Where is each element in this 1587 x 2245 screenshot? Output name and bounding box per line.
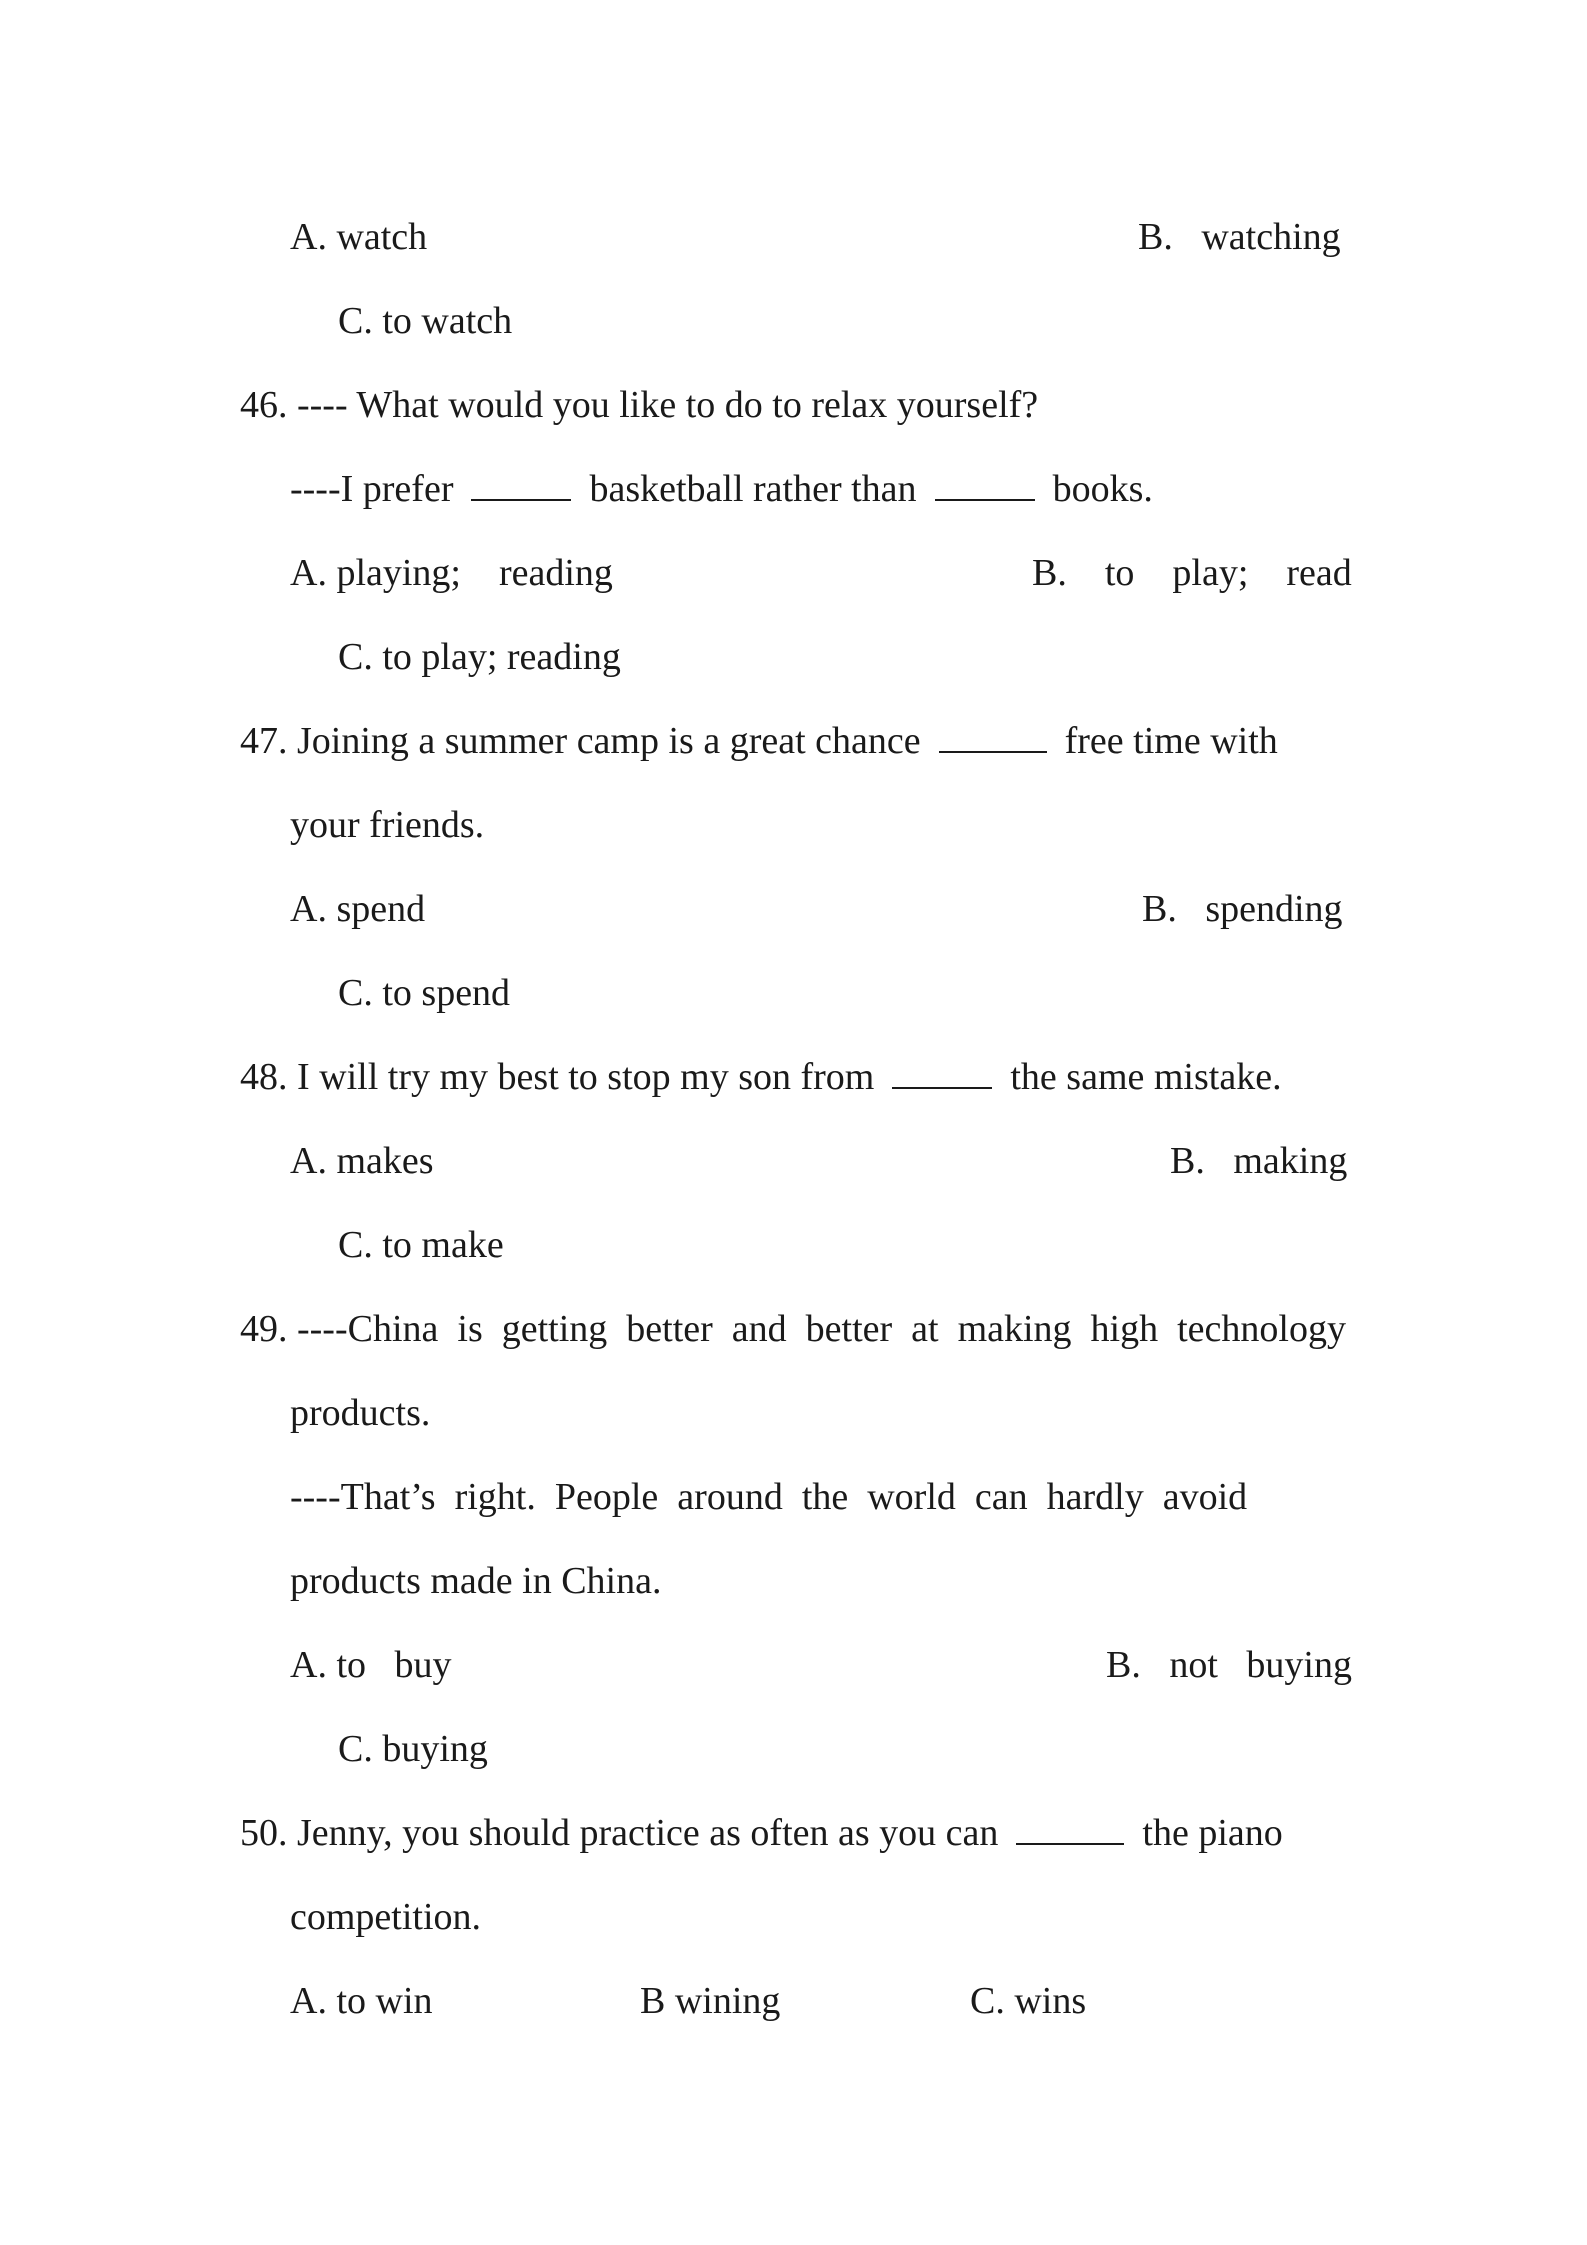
answer-blank <box>939 721 1047 753</box>
answer-blank <box>1016 1813 1124 1845</box>
q49-option-a: A. to buy <box>290 1644 452 1686</box>
q46-stem: 46. ---- What would you like to do to relax yourself? <box>240 384 1039 426</box>
q47-option-a: A. spend <box>290 888 426 930</box>
q45-option-c: C. to watch <box>338 300 513 342</box>
q50-stem-part2: the piano <box>1142 1812 1283 1854</box>
answer-blank <box>935 469 1035 501</box>
q49-option-b: B. not buying <box>1106 1644 1352 1686</box>
q48-stem-part1: 48. I will try my best to stop my son from <box>240 1056 875 1098</box>
q46-reply-part3: books. <box>1052 468 1153 510</box>
q49-reply-continued: products made in China. <box>290 1560 662 1602</box>
answer-blank <box>892 1057 992 1089</box>
q47-stem-part2: free time with <box>1064 720 1278 762</box>
q46-reply <box>290 464 1153 514</box>
q45-option-b: B. watching <box>1138 216 1341 258</box>
q47-stem-part1: 47. Joining a summer camp is a great chance <box>240 720 921 762</box>
q47-option-c: C. to spend <box>338 972 511 1014</box>
q47-stem-continued: your friends. <box>290 804 485 846</box>
q49-option-c: C. buying <box>338 1728 488 1770</box>
q50-option-a: A. to win <box>290 1980 433 2022</box>
q50-stem-part1: 50. Jenny, you should practice as often as you can <box>240 1812 999 1854</box>
q49-reply: ----That’s right. People around the world can hardly avoid <box>290 1476 1248 1518</box>
q46-reply-part2: basketball rather than <box>589 468 917 510</box>
q50-stem <box>240 1808 1283 1858</box>
q46-option-b: B. to play; read <box>1032 552 1352 594</box>
q46-option-a: A. playing; reading <box>290 552 613 594</box>
q50-option-b: B wining <box>640 1980 781 2022</box>
q49-stem: 49. ----China is getting better and better at making high technology <box>240 1308 1346 1350</box>
q48-option-b: B. making <box>1170 1140 1348 1182</box>
q47-option-b: B. spending <box>1142 888 1343 930</box>
q46-reply-part1: ----I prefer <box>290 468 454 510</box>
q48-option-c: C. to make <box>338 1224 504 1266</box>
q50-stem-continued: competition. <box>290 1896 482 1938</box>
q48-stem <box>240 1052 1282 1102</box>
q47-stem <box>240 716 1278 766</box>
answer-blank <box>471 469 571 501</box>
q48-option-a: A. makes <box>290 1140 434 1182</box>
q46-option-c: C. to play; reading <box>338 636 621 678</box>
q49-stem-continued: products. <box>290 1392 431 1434</box>
q45-option-a: A. watch <box>290 216 428 258</box>
q50-option-c: C. wins <box>970 1980 1087 2022</box>
q48-stem-part2: the same mistake. <box>1010 1056 1282 1098</box>
